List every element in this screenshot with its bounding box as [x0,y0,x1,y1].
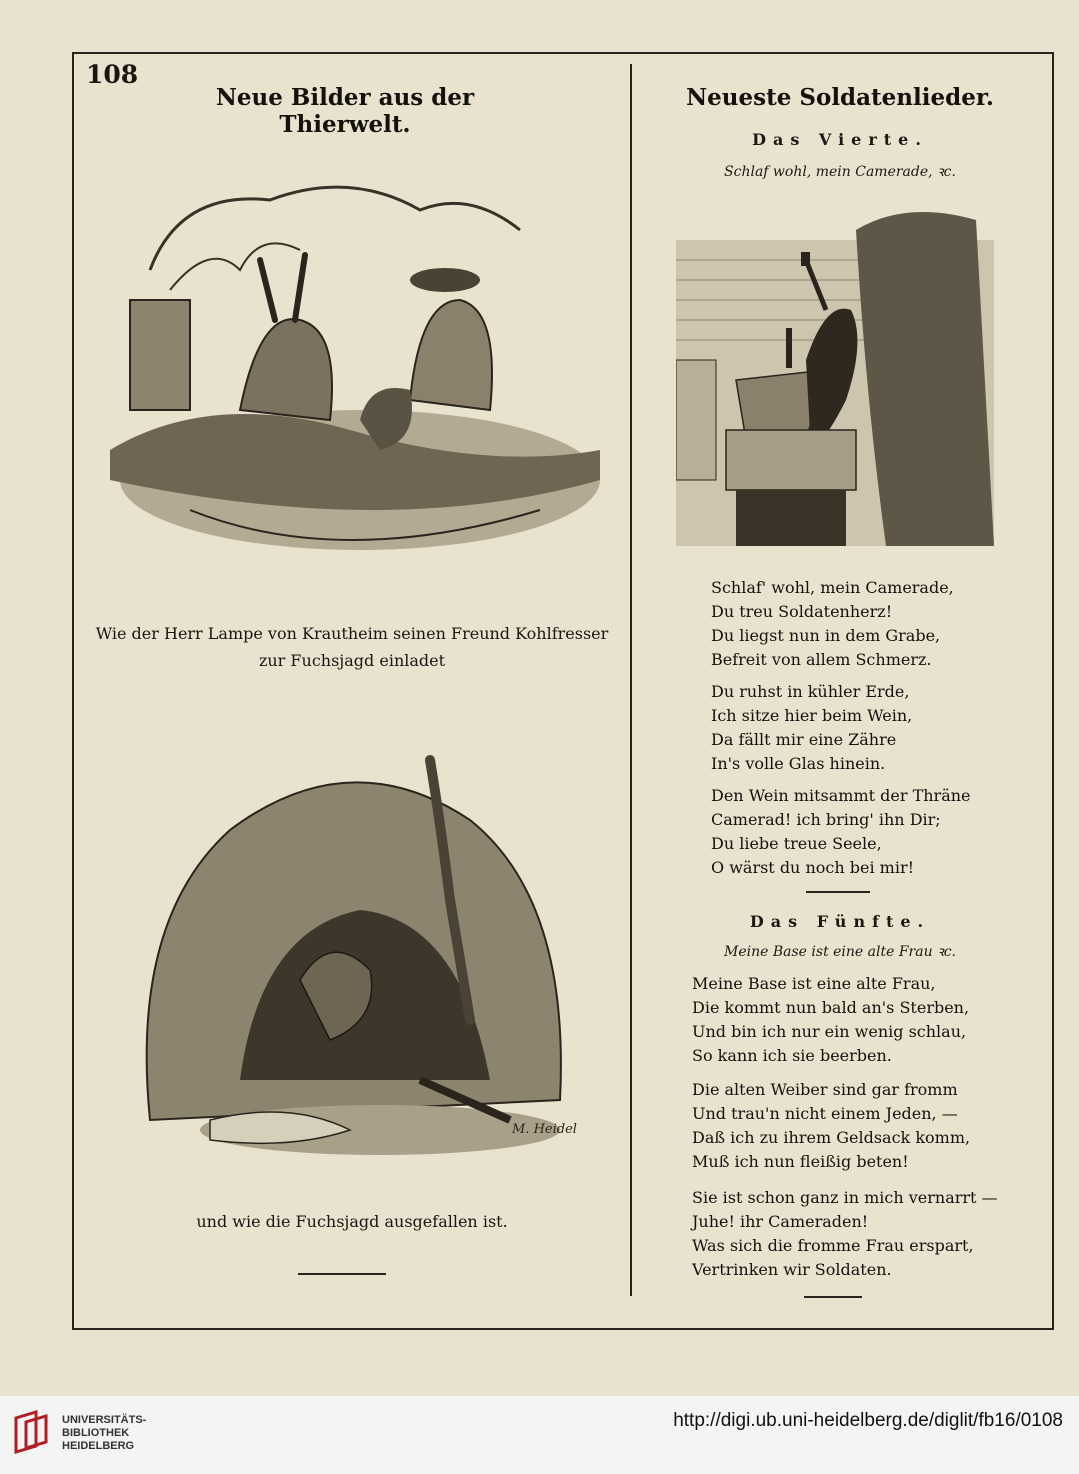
hares-illustration [90,150,610,580]
verse-line: Du liegst nun in dem Grabe, [711,626,941,645]
verse-line: Muß ich nun fleißig beten! [692,1152,909,1171]
verse-line: Die kommt nun bald an's Sterben, [692,998,970,1017]
verse-line: Du treu Soldatenherz! [711,602,893,621]
left-end-rule [298,1273,386,1275]
viewer-footer [0,1396,1079,1474]
permalink-url[interactable]: http://digi.ub.uni-heidelberg.de/diglit/fb16/0108 [673,1410,1063,1431]
library-logo-icon[interactable] [12,1408,54,1456]
verse-line: Du liebe treue Seele, [711,834,882,853]
verse-line: Die alten Weiber sind gar fromm [692,1080,958,1099]
page-number: 108 [86,60,139,89]
illustration-signature: M. Heidel [512,1122,577,1137]
song-5-stanza-2 [692,1078,970,1174]
song-4-title: Das Vierte. [752,130,928,149]
song-5-title: Das Fünfte. [749,912,931,931]
song-4-stanza-1 [711,576,954,672]
left-heading: Neue Bilder aus der Thierwelt. [215,84,475,138]
verse-line: In's volle Glas hinein. [711,754,886,773]
song-4-subtitle: Schlaf wohl, mein Camerade, ꝛc. [724,164,956,180]
verse-line: O wärst du noch bei mir! [711,858,915,877]
verse-line: Und bin ich nur ein wenig schlau, [692,1022,967,1041]
verse-line: Juhe! ihr Cameraden! [692,1212,869,1231]
verse-line: Befreit von allem Schmerz. [711,650,932,669]
verse-line: So kann ich sie beerben. [692,1046,892,1065]
song-4-stanza-3 [711,784,971,880]
caption-2: und wie die Fuchsjagd ausgefallen ist. [196,1212,508,1231]
verse-line: Ich sitze hier beim Wein, [711,706,913,725]
soldier-illustration [676,200,994,546]
verse-line: Und trau'n nicht einem Jeden, — [692,1104,958,1123]
verse-line: Schlaf' wohl, mein Camerade, [711,578,954,597]
verse-line: Vertrinken wir Soldaten. [692,1260,892,1279]
verse-line: Was sich die fromme Frau erspart, [692,1236,974,1255]
verse-line: Meine Base ist eine alte Frau, [692,974,936,993]
song-5-subtitle: Meine Base ist eine alte Frau ꝛc. [724,944,956,960]
column-divider [630,64,632,1296]
right-heading: Neueste Soldatenlieder. [686,84,994,111]
song-5-stanza-1 [692,972,969,1068]
verse-line: Daß ich zu ihrem Geldsack komm, [692,1128,971,1147]
caption-1: Wie der Herr Lampe von Krautheim seinen Freund Kohlfresser zur Fuchsjagd einladet [95,624,609,670]
song-separator [806,891,870,893]
right-end-rule [804,1296,862,1298]
library-name-line: BIBLIOTHEK [62,1427,130,1439]
song-5-stanza-3 [692,1186,998,1282]
library-name-line: HEIDELBERG [62,1440,135,1452]
verse-line: Sie ist schon ganz in mich vernarrt — [692,1188,998,1207]
verse-line: Du ruhst in kühler Erde, [711,682,910,701]
library-name [62,1414,146,1453]
library-name-line: UNIVERSITÄTS- [62,1414,147,1426]
fox-den-illustration [90,700,610,1170]
verse-line: Camerad! ich bring' ihn Dir; [711,810,941,829]
verse-line: Da fällt mir eine Zähre [711,730,897,749]
song-4-stanza-2 [711,680,912,776]
verse-line: Den Wein mitsammt der Thräne [711,786,971,805]
